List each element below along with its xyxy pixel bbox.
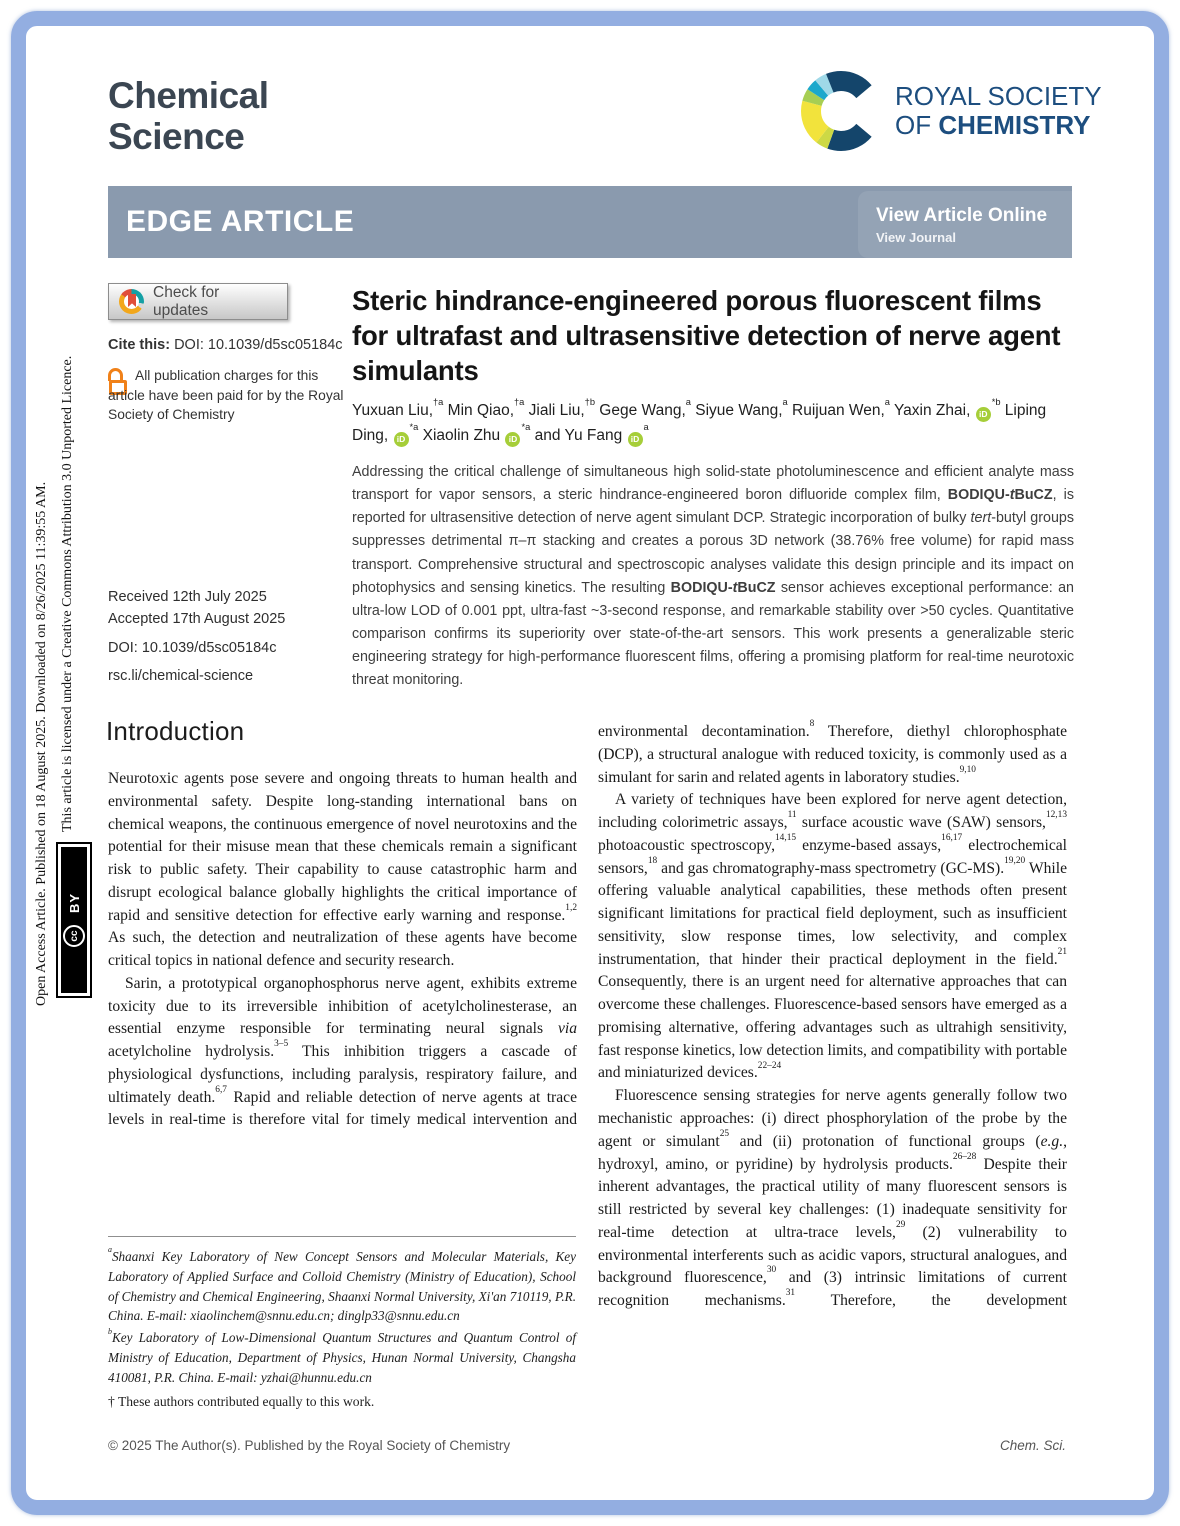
accepted-date: Accepted 17th August 2025 (108, 611, 286, 628)
orcid-icon[interactable]: iD (976, 407, 991, 422)
intro-paragraph: environmental decontamination.$^8$ Therefore, diethyl chlorophosphate (DCP), a structural analogue with reduced toxicity, is commonly used as a simulant for sarin and related agents in laboratory studies.$^{9,10}$ (598, 719, 1067, 786)
sidebar-license-line-1: Open Access Article. Published on 18 August 2025. Downloaded on 8/26/2025 11:39:55 AM. (34, 481, 49, 1006)
intro-column-left (108, 768, 577, 1132)
dates-block (108, 586, 285, 631)
intro-column-right (598, 721, 1067, 1313)
orcid-icon[interactable]: iD (505, 432, 520, 447)
article-doi: DOI: 10.1039/d5sc05184c (108, 640, 277, 656)
crossmark-icon (119, 289, 144, 314)
rsc-text-line2: OF CHEMISTRY (895, 110, 1091, 140)
rsc-c-icon (800, 70, 882, 152)
intro-paragraph: Sarin, a prototypical organophosphorus nerve agent, exhibits extreme toxicity due to its irreversible inhibition of acetylcholinesterase, an essential enzyme responsible for terminating neural signals via acetylcholine hydrolysis.$^{3-5}$ This inhibition triggers a cascade of physiological dysfunctions, including paralysis, respiratory failure, and ultimately death.$^{6,7}$ Rapid and reliable detection of nerve agents at trace levels in real-time is therefore vital for timely medical intervention and (108, 974, 577, 1129)
journal-title-line1: Chemical (108, 75, 269, 116)
footnote-rule (108, 1236, 576, 1237)
intro-paragraph: Fluorescence sensing strategies for nerve agents generally follow two mechanistic approaches: (i) direct phosphorylation of the probe by the agent or simulant$^{25}$ and (ii) protonation of functional groups (e.g., hydroxyl, amino, or pyridine) by hydrolysis products.$^{26-28}$ Despite their inherent advantages, the practical utility of many fluorescent sensors is still restricted by several key challenges: (1) inadequate sensitivity for real-time detection at ultra-trace levels,$^{29}$ (2) vulnerability to environmental interferents such as acidic vapors, structural analogues, and background fluorescence,$^{30}$ and (3) intrinsic limitations of current recognition mechanisms.$^{31}$ Therefore, the development (598, 1087, 1068, 1310)
section-title-introduction: Introduction (106, 716, 245, 746)
footnotes (108, 1247, 576, 1414)
footnote: $^a$Shaanxi Key Laboratory of New Concept Sensors and Molecular Materials, Key Laboratory of Applied Surface and Colloid Chemistry (Ministry of Education), School of Chemistry and Chemical Engineering, Shaanxi Normal University, Xi'an 710119, P.R. China. E-mail: xiaolinchem@snnu.edu.cn; dinglp33@snnu.edu.cn (108, 1245, 576, 1324)
footnote: † These authors contributed equally to this work. (108, 1393, 375, 1409)
edge-article-banner (108, 186, 1072, 258)
check-for-updates-label: Check for updates (153, 283, 220, 319)
check-for-updates-button[interactable] (108, 283, 288, 320)
banner-label: EDGE ARTICLE (126, 205, 355, 238)
intro-paragraph: A variety of techniques have been explored for nerve agent detection, including colorimetric assays,$^{11}$ surface acoustic wave (SAW) sensors,$^{12,13}$ photoacoustic spectroscopy,$^{14,15}$ enzyme-based assays,$^{16,17}$ electrochemical sensors,$^{18}$ and gas chromatography-mass spectrometry (GC-MS).$^{19,20}$ While offering valuable analytical capabilities, these methods often present significant limitations for practical field deployment, such as insufficient sensitivity, slow response times, low selectivity, and complex instrumentation, that hinder their practical deployment in the field.$^{21}$ Consequently, there is an urgent need for alternative approaches that can overcome these challenges. Fluorescence-based sensors have emerged as a promising alternative, offering advantages such as ultrahigh sensitivity, fast response kinetics, low detection limits, and compatibility with portable and miniaturized devices.$^{22-24}$ (598, 791, 1068, 1082)
article-title: Steric hindrance-engineered porous fluorescent films for ultrafast and ultrasensitive detection of nerve agent simulants (352, 285, 1061, 386)
journal-title-line2: Science (108, 115, 245, 157)
sidebar-license-line-2: This article is licensed under a Creative Commons Attribution 3.0 Unported Licence. (60, 355, 75, 832)
orcid-icon[interactable]: iD (394, 432, 409, 447)
received-date: Received 12th July 2025 (108, 589, 267, 605)
cite-this-line: Cite this: DOI: 10.1039/d5sc05184c (108, 337, 343, 353)
rsc-logo (800, 70, 1102, 152)
view-article-box (858, 191, 1072, 258)
rsc-text-line1: ROYAL SOCIETY (895, 80, 1102, 111)
cc-by-label: BY (66, 892, 82, 914)
intro-paragraph: Neurotoxic agents pose severe and ongoing threats to human health and environmental safety. Despite long-standing international bans on chemical weapons, the continuous emergence of novel neurotoxins and the potential for their misuse mean that these chemicals remain a significant risk to public safety. Their capability to cause catastrophic harm and disrupt ecological balance globally highlights the critical importance of rapid and sensitive detection for effective early warning and response.$^{1,2}$ As such, the detection and neutralization of these agents have become critical topics in national defence and security research. (108, 770, 577, 970)
journal-title (108, 76, 269, 157)
rsc-logo-text (895, 82, 1102, 140)
open-access-note: All publication charges for this article have been paid for by the Royal Society of Chemistry (108, 368, 344, 423)
footnote: $^b$Key Laboratory of Low-Dimensional Quantum Structures and Quantum Control of Ministry of Education, Department of Physics, Hunan Normal University, Changsha 410081, P.R. China. E-mail: yzhai@hunnu.edu.cn (108, 1326, 576, 1385)
view-journal-link[interactable]: View Journal (876, 230, 956, 245)
abstract: Addressing the critical challenge of simultaneous high solid-state photoluminescence and efficient analyte mass transport for vapor sensors, a steric hindrance-engineered boron difluoride complex film, BODIQU-tBuCZ, is reported for ultrasensitive detection of nerve agent simulant DCP. Strategic incorporation of bulky tert-butyl groups suppresses detrimental π–π stacking and creates a porous 3D network (38.76% free volume) for rapid mass transport. Comprehensive structural and spectroscopic analyses validate this design principle and its impact on photophysics and sensing kinetics. The resulting BODIQU-tBuCZ sensor achieves exceptional performance: an ultra-low LOD of 0.001 ppt, ultra-fast ~3-second response, and remarkable stability over >50 cycles. Quantitative comparison confirms its superiority over state-of-the-art sensors. This work presents a generalizable steric engineering strategy for high-performance fluorescent films, offering a promising platform for real-time neurotoxic threat monitoring. (352, 464, 1074, 689)
author-list: Yuxuan Liu,$^{\dagger a}$ Min Qiao,$^{\dagger a}$ Jiali Liu,$^{\dagger b}$ Gege Wang,$^a$ Siyue Wang,$^a$ Ruijuan Wen,$^a$ Yaxin Zhai, $iD^{*b}$ Liping Ding, $iD^{*a}$ Xiaolin Zhu $iD^{*a}$ and Yu Fang $iD^a$ (352, 399, 1076, 449)
footer-copyright: © 2025 The Author(s). Published by the Royal Society of Chemistry (108, 1438, 511, 1453)
cc-by-badge[interactable] (56, 842, 92, 998)
orcid-icon[interactable]: iD (628, 432, 643, 447)
cc-icon: cc (63, 925, 85, 947)
view-article-online-link[interactable]: View Article Online (876, 205, 1048, 226)
journal-link[interactable]: rsc.li/chemical-science (108, 668, 254, 684)
footer-journal-abbrev: Chem. Sci. (999, 1438, 1066, 1453)
